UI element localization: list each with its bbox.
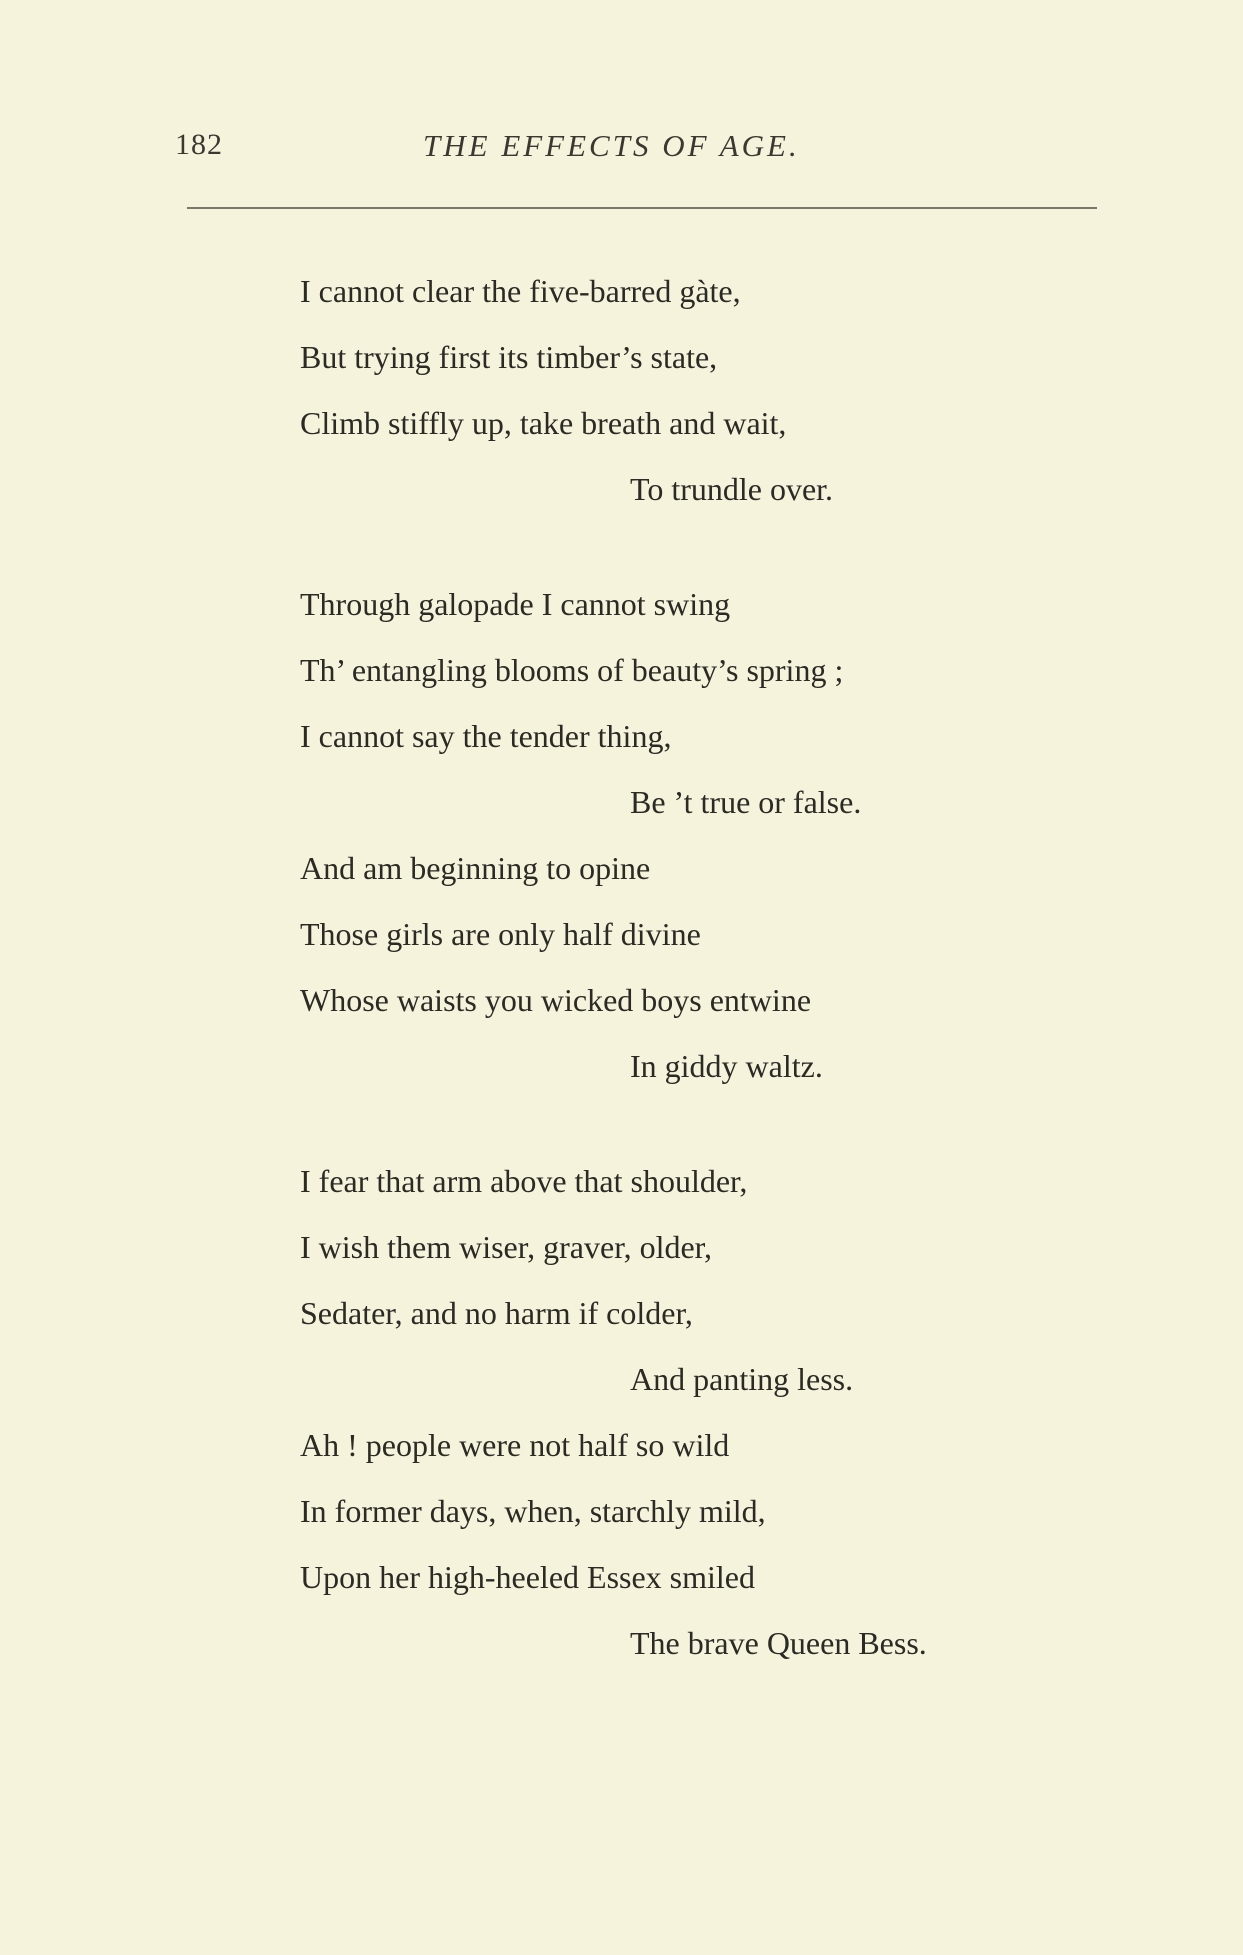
poem-line: Sedater, and no harm if colder,: [300, 1295, 693, 1331]
poem-line-refrain: The brave Queen Bess.: [630, 1625, 927, 1661]
page-number: 182: [175, 128, 223, 161]
poem-line-refrain: And panting less.: [630, 1361, 854, 1397]
stanza-2: [300, 571, 1100, 1099]
poem-line: Climb stiffly up, take breath and wait,: [300, 405, 787, 441]
poem-line: But trying first its timber’s state,: [300, 339, 718, 375]
running-head: THE EFFECTS OF AGE.: [423, 128, 800, 163]
poem: [300, 258, 1100, 1725]
page-header: [175, 128, 1095, 178]
poem-line: Through galopade I cannot swing: [300, 586, 731, 622]
stanza-1: [300, 258, 1100, 522]
poem-line: Th’ entangling blooms of beauty’s spring ;: [300, 652, 844, 688]
poem-line: Those girls are only half divine: [300, 916, 701, 952]
stanza-3: [300, 1148, 1100, 1676]
poem-line-refrain: To trundle over.: [630, 471, 834, 507]
poem-line: Whose waists you wicked boys entwine: [300, 982, 812, 1018]
poem-line: Ah ! people were not half so wild: [300, 1427, 730, 1463]
poem-line-refrain: Be ’t true or false.: [630, 784, 862, 820]
header-rule: [187, 207, 1097, 209]
poem-line: I cannot say the tender thing,: [300, 718, 672, 754]
poem-line: And am beginning to opine: [300, 850, 651, 886]
poem-line: I wish them wiser, graver, older,: [300, 1229, 713, 1265]
poem-line: I fear that arm above that shoulder,: [300, 1163, 748, 1199]
poem-line-refrain: In giddy waltz.: [630, 1048, 823, 1084]
poem-line: In former days, when, starchly mild,: [300, 1493, 766, 1529]
poem-line: Upon her high-heeled Essex smiled: [300, 1559, 755, 1595]
poem-line: I cannot clear the five-barred gàte,: [300, 273, 741, 309]
